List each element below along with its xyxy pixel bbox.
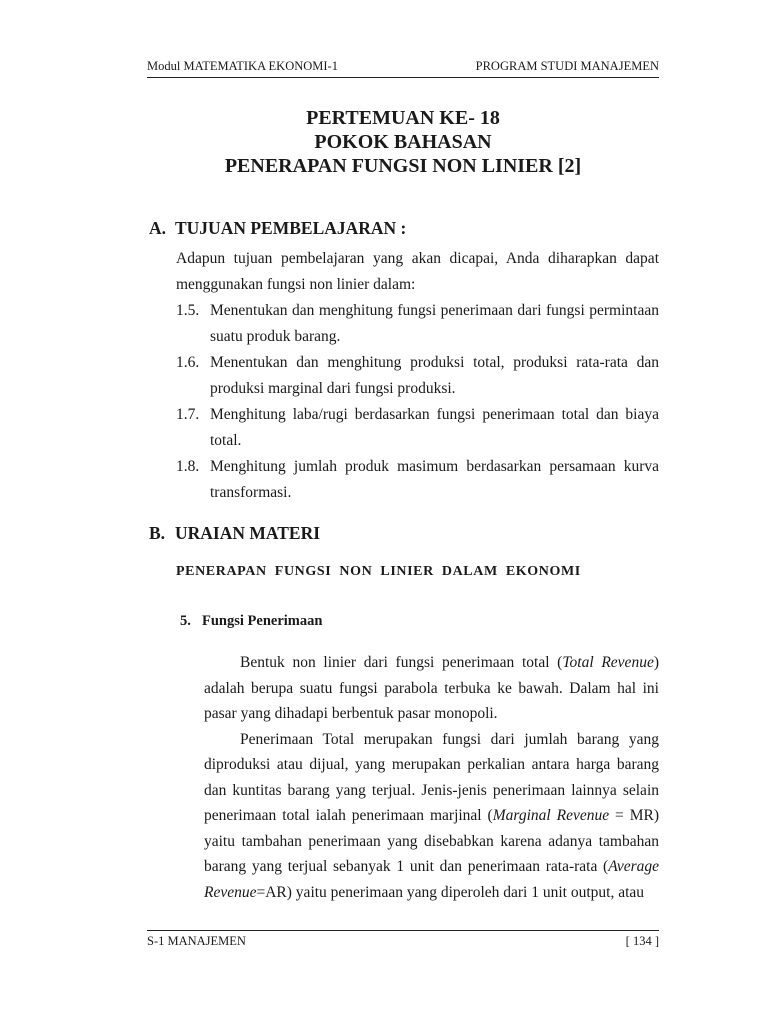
section-b-letter: B.: [149, 523, 166, 543]
section-a-letter: A.: [149, 218, 167, 238]
item-text: Menghitung laba/rugi berdasarkan fungsi penerimaan total dan biaya total.: [210, 406, 659, 449]
item-number: 1.8.: [176, 458, 200, 475]
list-item: [176, 454, 659, 506]
page-footer: [147, 930, 659, 949]
section-b-subheading: PENERAPAN FUNGSI NON LINIER DALAM EKONOMI: [176, 564, 581, 579]
subsection-title: Fungsi Penerimaan: [202, 613, 323, 629]
subsection-heading: [180, 613, 322, 630]
italic-term: Average Revenue: [204, 858, 659, 901]
paragraph-1: [204, 650, 659, 727]
page-title: [147, 106, 659, 178]
section-b-heading: [149, 523, 320, 544]
footer-program: S-1 MANAJEMEN: [147, 934, 246, 948]
item-number: 1.7.: [176, 406, 200, 423]
italic-term: Total Revenue: [562, 654, 654, 671]
item-number: 1.6.: [176, 354, 200, 371]
item-text: Menentukan dan menghitung fungsi penerimaan dari fungsi permintaan suatu produk barang.: [210, 302, 659, 345]
title-line-1: PERTEMUAN KE- 18: [306, 107, 500, 129]
list-item: [176, 350, 659, 402]
title-line-2: POKOK BAHASAN: [314, 131, 492, 153]
section-a-heading: [149, 218, 406, 239]
text-run: Penerimaan Total merupakan fungsi dari jumlah barang yang diproduksi atau dijual, yang merupakan perkalian antara harga barang dan kuntitas barang yang terjual. Jenis-jenis penerimaan lainnya selain penerimaan total ialah penerimaan marjinal (: [204, 730, 659, 824]
header-program: PROGRAM STUDI MANAJEMEN: [475, 59, 659, 73]
list-item: [176, 402, 659, 454]
section-a-intro: Adapun tujuan pembelajaran yang akan dicapai, Anda diharapkan dapat menggunakan fungsi non linier dalam:: [176, 250, 659, 293]
subsection-number: 5.: [180, 613, 191, 629]
list-item: [176, 298, 659, 350]
text-run: Bentuk non linier dari fungsi penerimaan total (: [240, 654, 563, 671]
page-header: [147, 59, 659, 78]
page-number: [ 134 ]: [625, 934, 659, 948]
italic-term: Marginal Revenue: [492, 807, 610, 824]
title-line-3: PENERAPAN FUNGSI NON LINIER [2]: [224, 155, 582, 177]
text-run: =AR) yaitu penerimaan yang diperoleh dari 1 unit output, atau: [256, 883, 645, 901]
text-run: = MR) yaitu tambahan penerimaan yang disebabkan karena adanya tambahan barang yang terjual sebanyak 1 unit dan penerimaan rata-rata (: [204, 807, 660, 875]
paragraph-2: [204, 727, 659, 906]
item-text: Menentukan dan menghitung produksi total, produksi rata-rata dan produksi marginal dari fungsi produksi.: [210, 354, 659, 397]
body-text: [204, 650, 659, 905]
item-text: Menghitung jumlah produk masimum berdasarkan persamaan kurva transformasi.: [210, 458, 659, 501]
section-b-title: URAIAN MATERI: [175, 523, 321, 543]
item-number: 1.5.: [176, 302, 200, 319]
text-run: ) adalah berupa suatu fungsi parabola terbuka ke bawah. Dalam hal ini pasar yang dihadapi berbentuk pasar monopoli.: [204, 654, 659, 722]
section-a-title: TUJUAN PEMBELAJARAN :: [175, 218, 407, 238]
header-module-title: Modul MATEMATIKA EKONOMI-1: [147, 59, 338, 73]
learning-objectives-list: [176, 298, 659, 506]
